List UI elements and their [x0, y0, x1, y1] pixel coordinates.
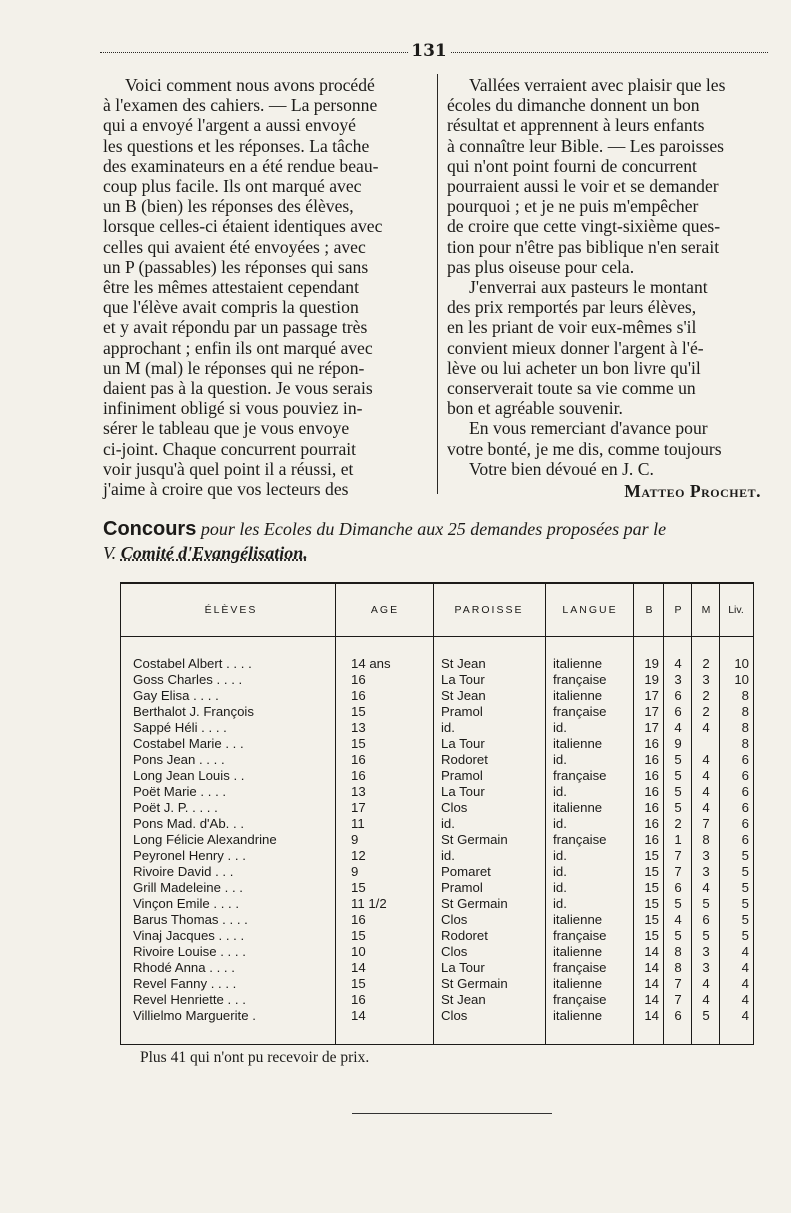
cell-liv: 6: [741, 784, 749, 799]
cell-liv: 8: [741, 736, 749, 751]
text-line: convient mieux donner l'argent à l'é-: [447, 337, 704, 358]
cell-age: 17: [351, 800, 366, 815]
table-row: [121, 1008, 753, 1024]
cell-p: 4: [674, 656, 682, 671]
cell-name: Peyronel Henry . . .: [133, 848, 246, 863]
cell-name: Costabel Marie . . .: [133, 736, 244, 751]
table-row: [121, 880, 753, 896]
cell-p: 7: [674, 992, 682, 1007]
cell-paroisse: Pramol: [441, 768, 483, 783]
cell-paroisse: St Jean: [441, 992, 486, 1007]
cell-paroisse: Rodoret: [441, 752, 488, 767]
cell-p: 8: [674, 960, 682, 975]
cell-m: 3: [702, 848, 710, 863]
cell-paroisse: Pramol: [441, 880, 483, 895]
cell-m: 8: [702, 832, 710, 847]
text-line: des examinateurs en a été rendue beau-: [103, 155, 379, 176]
cell-m: 2: [702, 704, 710, 719]
text-line: pourquoi ; et je ne puis m'empêcher: [447, 196, 699, 217]
title-line2-committee: Comité d'Evangélisation.: [120, 543, 308, 563]
cell-age: 16: [351, 752, 366, 767]
cell-b: 16: [644, 784, 659, 799]
left-column: [103, 75, 429, 499]
table-row: [121, 912, 753, 928]
cell-langue: française: [553, 768, 607, 783]
cell-m: 3: [702, 864, 710, 879]
cell-liv: 8: [741, 688, 749, 703]
text-line: sérer le tableau que je vous envoye: [103, 418, 350, 439]
cell-liv: 8: [741, 720, 749, 735]
cell-name: Goss Charles . . . .: [133, 672, 243, 687]
cell-paroisse: St Germain: [441, 976, 508, 991]
cell-b: 16: [644, 800, 659, 815]
cell-paroisse: St Germain: [441, 832, 508, 847]
cell-p: 5: [674, 768, 682, 783]
cell-liv: 4: [741, 992, 749, 1007]
cell-name: Vinaj Jacques . . . .: [133, 928, 245, 943]
cell-b: 16: [644, 752, 659, 767]
text-line: des prix remportés par leurs élèves,: [447, 297, 697, 318]
cell-p: 6: [674, 688, 682, 703]
cell-name: Poët Marie . . . .: [133, 784, 227, 799]
cell-age: 15: [351, 736, 366, 751]
cell-m: 6: [702, 912, 710, 927]
cell-name: Sappé Héli . . . .: [133, 720, 227, 735]
table-row: [121, 864, 753, 880]
table-row: [121, 800, 753, 816]
text-line: Voici comment nous avons procédé: [125, 75, 375, 95]
cell-langue: italienne: [553, 800, 603, 815]
cell-name: Revel Fanny . . . .: [133, 976, 237, 991]
right-column: [447, 75, 767, 501]
cell-liv: 10: [734, 672, 749, 687]
cell-liv: 5: [741, 912, 749, 927]
cell-name: Revel Henriette . . .: [133, 992, 246, 1007]
cell-langue: id.: [553, 720, 567, 735]
table-row: [121, 816, 753, 832]
cell-age: 13: [351, 784, 366, 799]
cell-age: 11 1/2: [351, 896, 387, 911]
table-row: [121, 960, 753, 976]
cell-paroisse: id.: [441, 720, 455, 735]
title-bold: Concours: [103, 518, 197, 540]
cell-name: Berthalot J. François: [133, 704, 254, 719]
cell-age: 11: [351, 816, 365, 831]
cell-langue: française: [553, 928, 607, 943]
text-line: que l'élève avait compris la question: [103, 297, 359, 318]
text-line: conserverait toute sa vie comme un: [447, 378, 696, 399]
table-header-rule: [121, 636, 753, 637]
cell-p: 7: [674, 864, 682, 879]
table-row: [121, 992, 753, 1008]
table-row: [121, 688, 753, 704]
cell-b: 14: [644, 1008, 659, 1023]
text-line: à connaître leur Bible. — Les paroisses: [447, 135, 725, 156]
cell-paroisse: id.: [441, 816, 455, 831]
cell-age: 12: [351, 848, 366, 863]
text-line: à l'examen des cahiers. — La personne: [103, 95, 378, 116]
text-line: résultat et apprennent à leurs enfants: [447, 115, 705, 136]
cell-liv: 10: [734, 656, 749, 671]
cell-langue: italienne: [553, 656, 603, 671]
table-row: [121, 784, 753, 800]
cell-paroisse: St Jean: [441, 656, 486, 671]
cell-age: 16: [351, 688, 366, 703]
cell-name: Long Jean Louis . .: [133, 768, 245, 783]
text-line: un B (bien) les réponses des élèves,: [103, 196, 354, 217]
cell-liv: 6: [741, 816, 749, 831]
cell-name: Gay Elisa . . . .: [133, 688, 219, 703]
cell-langue: italienne: [553, 1008, 603, 1023]
cell-age: 10: [351, 944, 366, 959]
cell-age: 16: [351, 672, 366, 687]
cell-m: 4: [702, 992, 710, 1007]
bottom-rule: [352, 1113, 552, 1114]
header-m: M: [701, 604, 711, 616]
cell-p: 5: [674, 784, 682, 799]
cell-p: 1: [674, 832, 682, 847]
cell-langue: italienne: [553, 944, 603, 959]
text-line: un P (passables) les réponses qui sans: [103, 256, 369, 277]
cell-name: Long Félicie Alexandrine: [133, 832, 277, 847]
cell-paroisse: Pomaret: [441, 864, 491, 879]
cell-name: Vinçon Emile . . . .: [133, 896, 240, 911]
text-line: infiniment obligé si vous pouviez in-: [103, 398, 363, 419]
text-line: daient pas à la question. Je vous serais: [103, 378, 373, 399]
cell-name: Rhodé Anna . . . .: [133, 960, 235, 975]
cell-liv: 4: [741, 976, 749, 991]
cell-p: 5: [674, 928, 682, 943]
text-line: lève ou lui acheter un bon livre qu'il: [447, 357, 701, 378]
cell-name: Barus Thomas . . . .: [133, 912, 248, 927]
cell-p: 7: [674, 976, 682, 991]
cell-b: 15: [644, 912, 659, 927]
closing-line: Votre bien dévoué en J. C.: [469, 458, 654, 479]
cell-p: 9: [674, 736, 682, 751]
table-row: [121, 832, 753, 848]
cell-age: 15: [351, 928, 366, 943]
cell-m: 4: [702, 720, 710, 735]
cell-age: 16: [351, 992, 366, 1007]
cell-age: 15: [351, 704, 366, 719]
cell-langue: id.: [553, 816, 567, 831]
text-line: approchant ; enfin ils ont marqué avec: [103, 337, 373, 358]
cell-m: 3: [702, 672, 710, 687]
cell-paroisse: St Germain: [441, 896, 508, 911]
cell-liv: 6: [741, 800, 749, 815]
header-liv: Liv.: [728, 604, 744, 616]
cell-paroisse: id.: [441, 848, 455, 863]
table-row: [121, 944, 753, 960]
title-line2-prefix: V.: [103, 543, 117, 563]
cell-name: Rivoire David . . .: [133, 864, 234, 879]
table-row: [121, 704, 753, 720]
cell-b: 16: [644, 768, 659, 783]
column-divider: [437, 74, 438, 494]
cell-b: 16: [644, 736, 659, 751]
cell-m: 2: [702, 688, 710, 703]
text-line: votre bonté, je me dis, comme toujours: [447, 438, 722, 459]
cell-liv: 8: [741, 704, 749, 719]
table-row: [121, 736, 753, 752]
cell-liv: 5: [741, 880, 749, 895]
cell-m: 2: [702, 656, 710, 671]
text-line: lorsque celles-ci étaient identiques avec: [103, 216, 383, 237]
text-line: qui n'ont point fourni de concurrent: [447, 155, 697, 176]
cell-name: Villielmo Marguerite .: [133, 1008, 256, 1023]
cell-m: 4: [702, 880, 710, 895]
cell-langue: italienne: [553, 736, 603, 751]
table-row: [121, 928, 753, 944]
table-row: [121, 896, 753, 912]
cell-liv: 4: [741, 1008, 749, 1023]
cell-name: Costabel Albert . . . .: [133, 656, 252, 671]
cell-age: 14: [351, 960, 366, 975]
text-line: bon et agréable souvenir.: [447, 398, 623, 419]
cell-b: 14: [644, 960, 659, 975]
text-line: être les mêmes attestaient cependant: [103, 277, 359, 298]
cell-liv: 6: [741, 768, 749, 783]
text-line: En vous remerciant d'avance pour: [469, 418, 708, 439]
page-number: 131: [408, 41, 450, 61]
table-row: [121, 752, 753, 768]
text-line: Vallées verraient avec plaisir que les: [469, 75, 726, 95]
text-line: qui a envoyé l'argent a aussi envoyé: [103, 115, 356, 136]
cell-age: 9: [351, 864, 359, 879]
cell-b: 17: [644, 688, 659, 703]
cell-m: 4: [702, 752, 710, 767]
cell-name: Grill Madeleine . . .: [133, 880, 243, 895]
text-line: en les priant de voir eux-mêmes s'il: [447, 317, 697, 338]
cell-p: 5: [674, 896, 682, 911]
cell-b: 14: [644, 992, 659, 1007]
cell-b: 15: [644, 896, 659, 911]
header-b: B: [645, 604, 653, 616]
cell-paroisse: La Tour: [441, 784, 485, 799]
cell-langue: italienne: [553, 912, 603, 927]
cell-liv: 5: [741, 864, 749, 879]
table-row: [121, 976, 753, 992]
cell-m: 7: [702, 816, 710, 831]
cell-m: 4: [702, 768, 710, 783]
text-line: J'enverrai aux pasteurs le montant: [469, 277, 708, 298]
cell-age: 15: [351, 880, 366, 895]
table-row: [121, 768, 753, 784]
header-age: AGE: [370, 604, 400, 616]
table-row: [121, 672, 753, 688]
concours-title: [103, 517, 768, 565]
text-line: pourraient aussi le voir et se demander: [447, 176, 719, 197]
table-row: [121, 656, 753, 672]
cell-name: Rivoire Louise . . . .: [133, 944, 246, 959]
cell-paroisse: Clos: [441, 912, 468, 927]
cell-b: 14: [644, 944, 659, 959]
text-line: un M (mal) le réponses qui ne répon-: [103, 357, 365, 378]
cell-b: 15: [644, 848, 659, 863]
text-line: de croire que cette vingt-sixième ques-: [447, 216, 721, 237]
header-paroisse: PAROISSE: [454, 604, 524, 616]
text-line: écoles du dimanche donnent un bon: [447, 95, 700, 116]
cell-p: 6: [674, 704, 682, 719]
cell-langue: française: [553, 704, 607, 719]
cell-p: 2: [674, 816, 682, 831]
cell-langue: française: [553, 960, 607, 975]
header-eleves: ÉLÈVES: [204, 604, 258, 616]
cell-paroisse: La Tour: [441, 960, 485, 975]
results-table: [120, 582, 754, 1045]
cell-p: 7: [674, 848, 682, 863]
cell-b: 17: [644, 704, 659, 719]
cell-p: 5: [674, 800, 682, 815]
cell-paroisse: St Jean: [441, 688, 486, 703]
text-line: celles qui avaient été envoyées ; avec: [103, 236, 366, 257]
cell-p: 6: [674, 880, 682, 895]
cell-name: Poët J. P. . . . .: [133, 800, 218, 815]
cell-m: 5: [702, 896, 710, 911]
cell-langue: id.: [553, 864, 567, 879]
cell-m: 4: [702, 784, 710, 799]
cell-name: Pons Jean . . . .: [133, 752, 225, 767]
cell-m: 3: [702, 944, 710, 959]
cell-langue: id.: [553, 896, 567, 911]
cell-m: 5: [702, 928, 710, 943]
cell-name: Pons Mad. d'Ab. . .: [133, 816, 245, 831]
cell-p: 5: [674, 752, 682, 767]
text-line: coup plus facile. Ils ont marqué avec: [103, 176, 362, 197]
cell-liv: 6: [741, 752, 749, 767]
cell-langue: id.: [553, 784, 567, 799]
table-body: [121, 656, 753, 1024]
cell-liv: 6: [741, 832, 749, 847]
cell-age: 9: [351, 832, 359, 847]
cell-paroisse: Pramol: [441, 704, 483, 719]
cell-p: 8: [674, 944, 682, 959]
cell-liv: 5: [741, 848, 749, 863]
cell-langue: id.: [553, 880, 567, 895]
cell-p: 3: [674, 672, 682, 687]
cell-p: 4: [674, 912, 682, 927]
cell-b: 15: [644, 928, 659, 943]
table-row: [121, 848, 753, 864]
title-italic: pour les Ecoles du Dimanche aux 25 demandes proposées par le: [200, 519, 667, 539]
text-line: voir jusqu'à quel point il a réussi, et: [103, 458, 354, 479]
cell-m: 5: [702, 1008, 710, 1023]
cell-p: 6: [674, 1008, 682, 1023]
text-line: j'aime à croire que vos lecteurs des: [103, 479, 349, 500]
cell-liv: 5: [741, 928, 749, 943]
text-line: les questions et les réponses. La tâche: [103, 135, 370, 156]
header-p: P: [674, 604, 682, 616]
text-line: pas plus oiseuse pour cela.: [447, 256, 635, 277]
cell-langue: id.: [553, 752, 567, 767]
cell-age: 15: [351, 976, 366, 991]
cell-m: 4: [702, 800, 710, 815]
cell-b: 16: [644, 816, 659, 831]
cell-b: 17: [644, 720, 659, 735]
header-langue: LANGUE: [562, 604, 618, 616]
signature: Matteo Prochet.: [624, 481, 761, 502]
cell-p: 4: [674, 720, 682, 735]
cell-langue: française: [553, 832, 607, 847]
cell-paroisse: La Tour: [441, 672, 485, 687]
cell-paroisse: Clos: [441, 1008, 468, 1023]
cell-liv: 4: [741, 944, 749, 959]
cell-paroisse: La Tour: [441, 736, 485, 751]
cell-b: 15: [644, 880, 659, 895]
cell-paroisse: Clos: [441, 944, 468, 959]
cell-liv: 5: [741, 896, 749, 911]
cell-b: 19: [644, 656, 659, 671]
cell-langue: id.: [553, 848, 567, 863]
text-line: tion pour n'être pas biblique n'en serait: [447, 236, 720, 257]
cell-m: 3: [702, 960, 710, 975]
cell-m: 4: [702, 976, 710, 991]
cell-age: 16: [351, 768, 366, 783]
cell-age: 14: [351, 1008, 366, 1023]
footer-note: Plus 41 qui n'ont pu recevoir de prix.: [140, 1049, 370, 1066]
table-row: [121, 720, 753, 736]
cell-age: 13: [351, 720, 366, 735]
text-line: et y avait répondu par un passage très: [103, 317, 368, 338]
cell-b: 15: [644, 864, 659, 879]
text-line: ci-joint. Chaque concurrent pourrait: [103, 438, 357, 459]
cell-langue: italienne: [553, 976, 603, 991]
cell-b: 14: [644, 976, 659, 991]
cell-b: 19: [644, 672, 659, 687]
cell-paroisse: Clos: [441, 800, 468, 815]
cell-age: 14 ans: [351, 656, 391, 671]
cell-langue: italienne: [553, 688, 603, 703]
cell-paroisse: Rodoret: [441, 928, 488, 943]
cell-langue: française: [553, 992, 607, 1007]
cell-age: 16: [351, 912, 366, 927]
cell-b: 16: [644, 832, 659, 847]
cell-liv: 4: [741, 960, 749, 975]
cell-langue: française: [553, 672, 607, 687]
